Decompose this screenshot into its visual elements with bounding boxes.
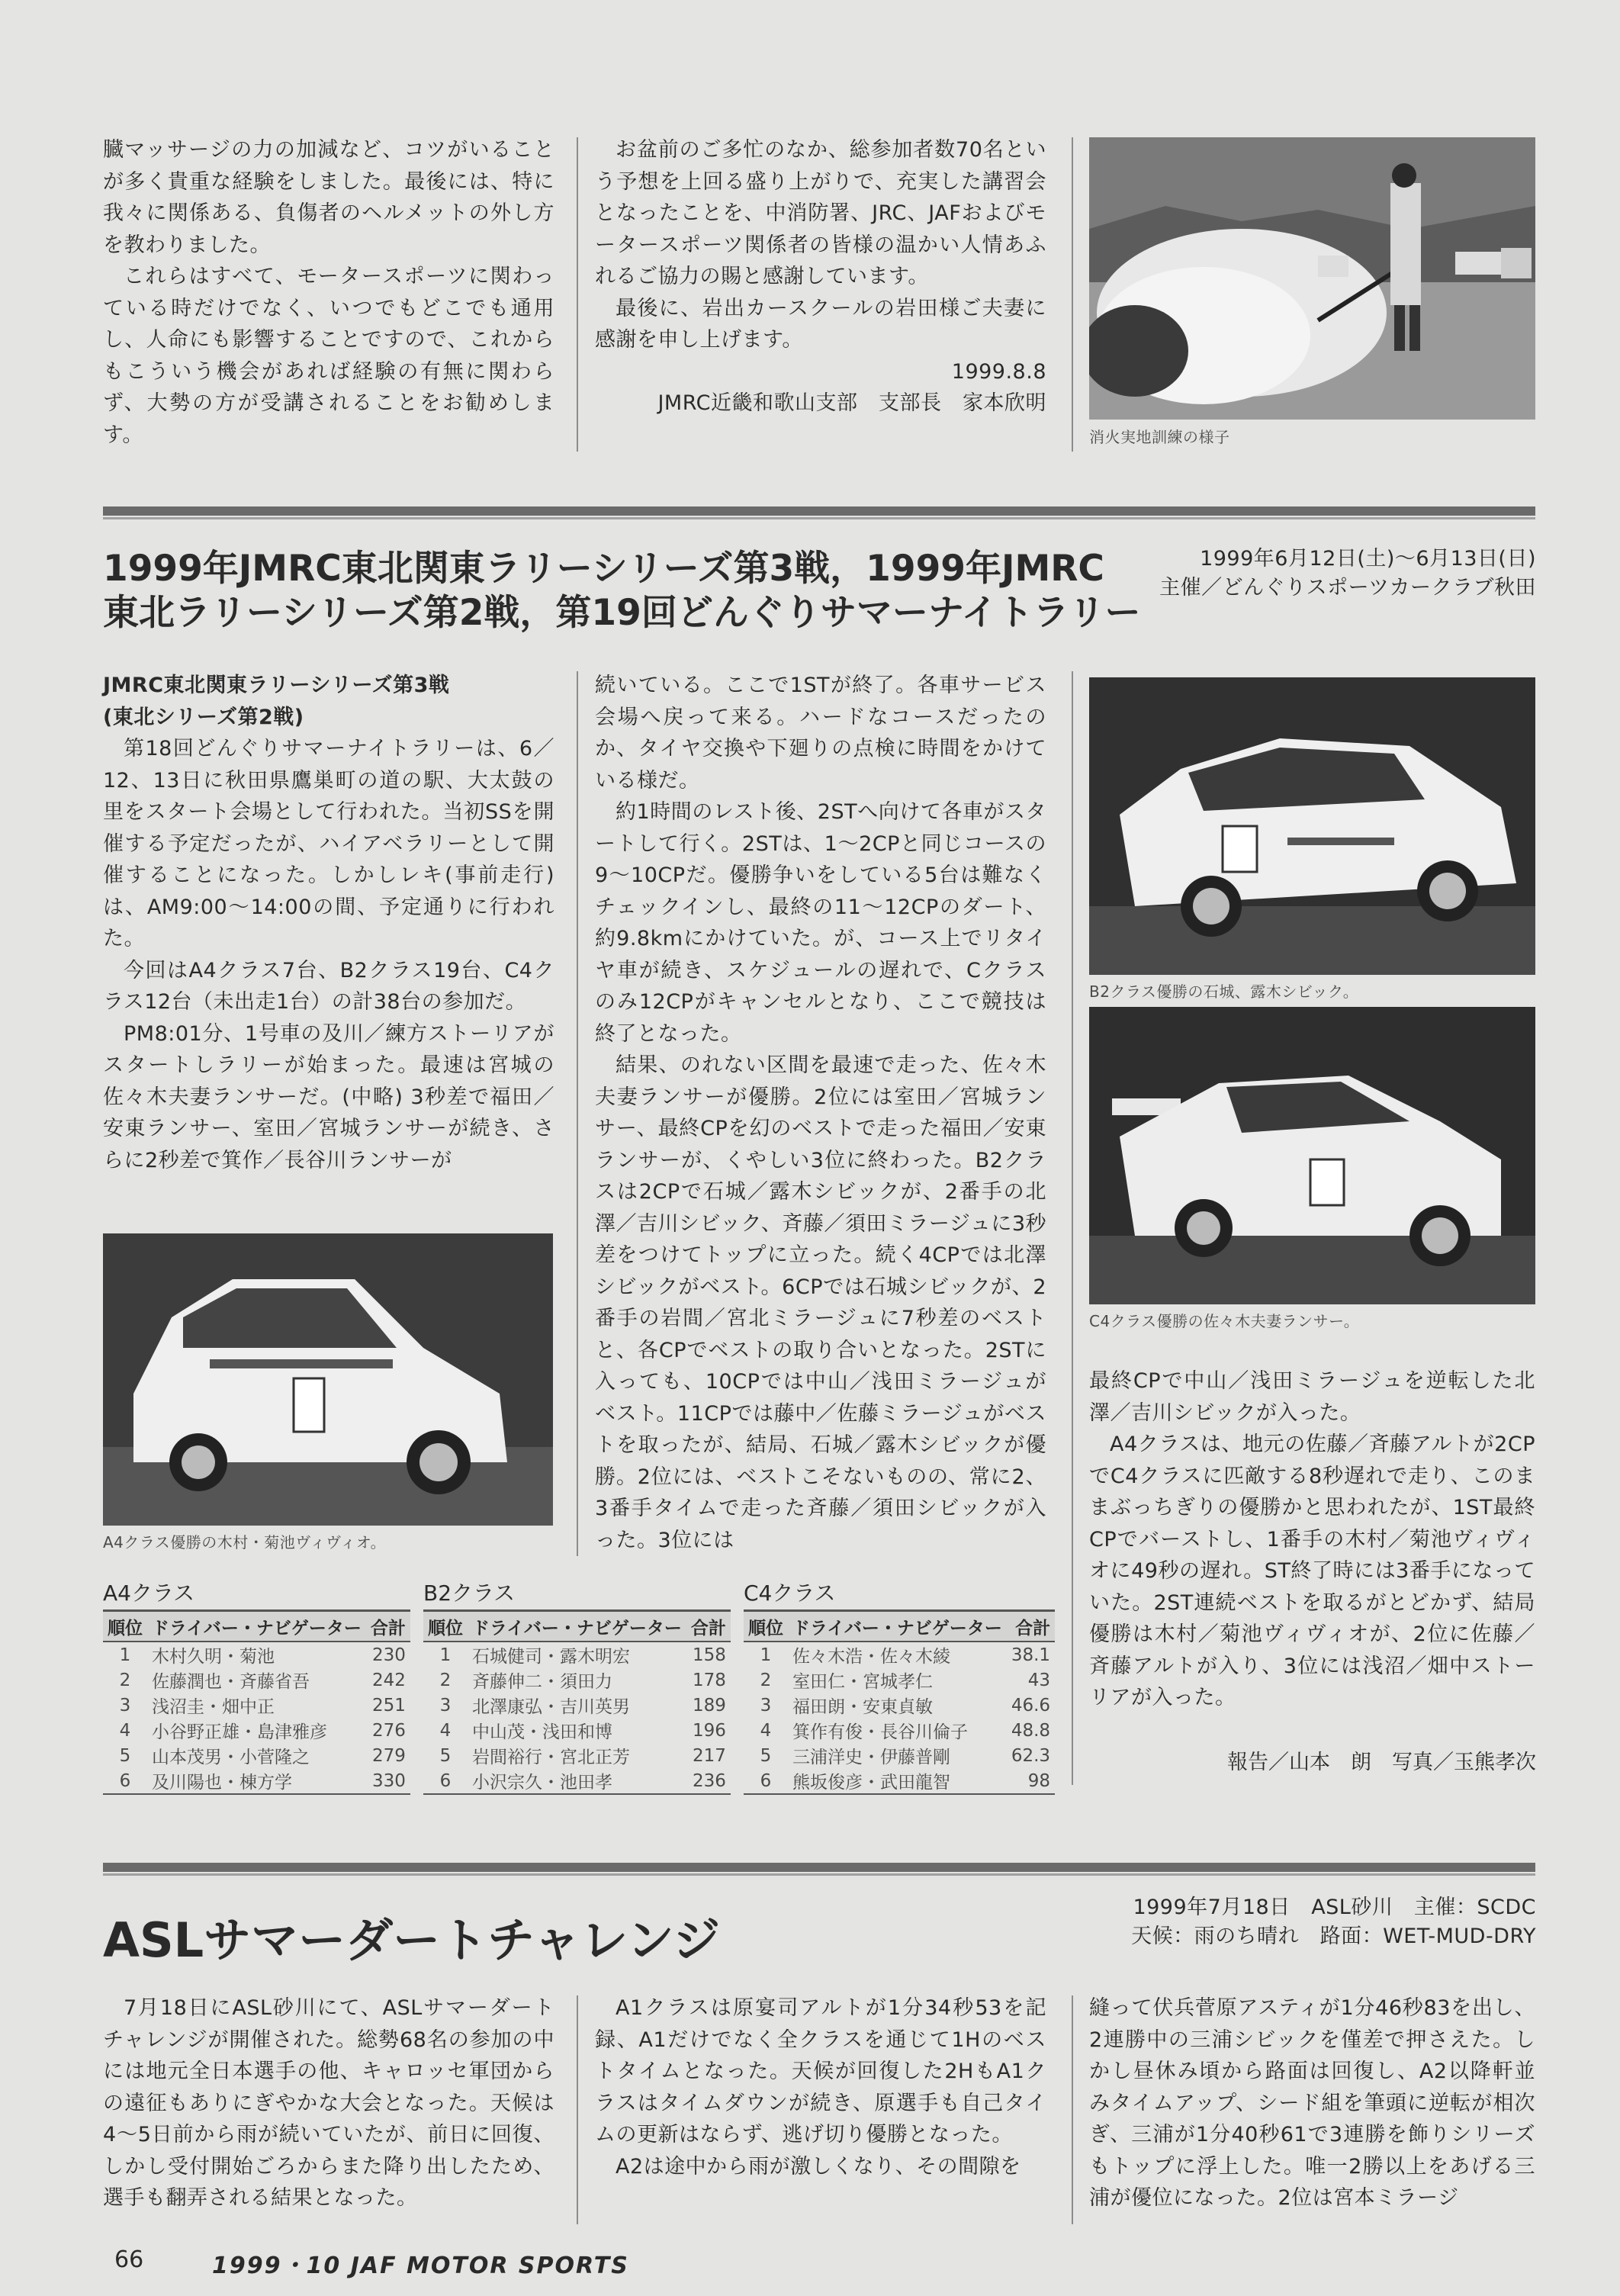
rank: 2: [119, 1670, 131, 1690]
total: 48.8: [1011, 1720, 1051, 1741]
top-col1: [103, 134, 554, 451]
crew: 斉藤伸二・須田力: [472, 1672, 612, 1692]
subheading: JMRC東北関東ラリーシリーズ第3戦: [103, 674, 450, 697]
table-title: A4クラス: [103, 1581, 195, 1606]
total: 62.3: [1011, 1745, 1051, 1766]
total: 46.6: [1011, 1695, 1051, 1716]
paragraph: 続いている。ここで1STが終了。各車サービス会場へ戻って来る。ハードなコースだったのか、タイヤ交換や下廻りの点検に時間をかけている様だ。: [595, 674, 1046, 793]
column-divider: [1072, 137, 1073, 452]
table-row: [744, 1693, 1055, 1718]
results-table-b2: [423, 1609, 731, 1795]
results-table-c4: [744, 1609, 1055, 1795]
section-divider: [103, 506, 1535, 516]
rank: 5: [439, 1745, 452, 1766]
paragraph: 最後に、岩出カースクールの岩田様ご夫妻に感謝を申し上げます。: [595, 296, 1046, 352]
table-row: [423, 1718, 731, 1743]
rank: 1: [439, 1645, 452, 1665]
col-header-driver: ドライバー・ナビゲーター: [147, 1611, 366, 1642]
paragraph: A2は途中から雨が激しくなり、その間隙を: [616, 2154, 1021, 2179]
total: 189: [692, 1695, 726, 1716]
paragraph: これらはすべて、モータースポーツに関わっている時だけでなく、いつでもどこでも通用し、人命にも影響することですので、これからもこういう機会があれば経験の有無に関わらず、大勢の方が受講されることをお勧めします。: [103, 265, 554, 447]
b2-winner-photo: [1089, 677, 1535, 975]
rank: 1: [760, 1645, 772, 1665]
column-divider: [577, 1995, 578, 2224]
rank: 4: [439, 1720, 452, 1741]
paragraph: 結果、のれない区間を最速で走った、佐々木夫妻ランサーが優勝。2位には室田／宮城ランサー、最終CPを幻のベストで走った福田／安東ランサーが、くやしい3位に終わった。B2クラスは2CPで石城／露木シビックが、2番手の北澤／吉川シビック、斉藤／須田ミラージュに3秒差をつけてトップに立った。続く4CPでは北澤シビックがベスト。6CPでは石城シビックが、2番手の岩間／宮北ミラージュに7秒差のベストと、各CPでベストの取り合いとなった。2STに入っても、10CPでは中山／浅田ミラージュがベスト。11CPでは藤中／佐藤ミラージュがベストを取ったが、結局、石城／露木シビックが優勝。2位には、ベストこそないものの、常に2、3番手タイムで走った斉藤／須田シビックが入った。3位には: [595, 1053, 1046, 1552]
table-row: [103, 1642, 410, 1667]
rank: 2: [439, 1670, 452, 1690]
paragraph: 縫って伏兵菅原アスティが1分46秒83を出し、2連勝中の三浦シビックを僅差で押さえた。しかし昼休み頃から路面は回復し、A2以降軒並みタイムアップ、シード組を筆頭に逆転が相次ぎ、三浦が1分40秒61で3連勝を飾りシリーズもトップに浮上した。唯一2勝以上をあげる三浦が優位になった。2位は宮本ミラージ: [1089, 1996, 1535, 2210]
total: 196: [692, 1720, 726, 1741]
total: 330: [366, 1768, 410, 1794]
crew: 石城健司・露木明宏: [472, 1647, 630, 1667]
photo-caption: C4クラス優勝の佐々木夫妻ランサー。: [1089, 1312, 1360, 1330]
rank: 5: [760, 1745, 772, 1766]
table-row: [103, 1667, 410, 1693]
asl-col2: [595, 1992, 1046, 2182]
rally-meta: [1159, 545, 1536, 603]
rally-col3: [1089, 1365, 1535, 1714]
crew: 及川陽也・棟方学: [147, 1768, 366, 1794]
fire-drill-photo: [1089, 137, 1535, 420]
total: 279: [371, 1745, 406, 1766]
section-divider: [103, 1863, 1535, 1872]
crew: 室田仁・宮城孝仁: [792, 1672, 933, 1692]
column-divider: [577, 137, 578, 452]
table-row: [744, 1718, 1055, 1743]
crew: 熊坂俊彦・武田龍智: [788, 1768, 1007, 1794]
total: 251: [371, 1695, 406, 1716]
paragraph: 臓マッサージの力の加減など、コツがいることが多く貴重な経験をしました。最後には、特に我々に関係ある、負傷者のヘルメットの外し方を教わりました。: [103, 138, 554, 257]
rank: 6: [423, 1768, 468, 1794]
rank: 4: [760, 1720, 772, 1741]
table-row: [744, 1642, 1055, 1667]
a4-winner-photo: [103, 1233, 553, 1526]
crew: 浅沼圭・畑中正: [152, 1697, 275, 1717]
table-title: C4クラス: [744, 1581, 836, 1606]
table-row: [423, 1667, 731, 1693]
total: 242: [371, 1670, 406, 1690]
paragraph: お盆前のご多忙のなか、総参加者数70名という予想を上回る盛り上がりで、充実した講習会となったことを、中消防署、JRC、JAFおよびモータースポーツ関係者の皆様の温かい人情あふれるご協力の賜と感謝しています。: [595, 138, 1046, 288]
event-date: 1999年6月12日(土)〜6月13日(日): [1200, 547, 1536, 571]
col-header-rank: 順位: [423, 1611, 468, 1642]
col-header-total: 合計: [1007, 1611, 1055, 1642]
crew: 佐藤潤也・斉藤省吾: [152, 1672, 310, 1692]
weather-surface: 天候：雨のち晴れ 路面：WET-MUD-DRY: [1131, 1925, 1536, 1948]
table-row: [103, 1718, 410, 1743]
rally-title-line2: 東北ラリーシリーズ第2戦，第19回どんぐりサマーナイトラリー: [103, 592, 1141, 634]
subheading: (東北シリーズ第2戦): [103, 705, 304, 729]
crew: 小谷野正雄・島津雅彦: [152, 1722, 327, 1742]
crew: 佐々木浩・佐々木綾: [792, 1647, 950, 1667]
page-number: 66: [114, 2246, 144, 2273]
paragraph: 第18回どんぐりサマーナイトラリーは、6／12、13日に秋田県鷹巣町の道の駅、大太鼓の里をスタート会場として行われた。当初SSを開催する予定だったが、ハイアベラリーとして開催することになった。しかしレキ(事前走行)は、AM9:00〜14:00の間、予定通りに行われた。: [103, 737, 554, 950]
magazine-name: 1999・10 JAF MOTOR SPORTS: [212, 2253, 629, 2279]
photo-caption: 消火実地訓練の様子: [1089, 428, 1230, 446]
rank: 5: [119, 1745, 131, 1766]
paragraph: A4クラスは、地元の佐藤／斉藤アルトが2CPでC4クラスに匹敵する8秒遅れで走り、このままぶっちぎりの優勝かと思われたが、1ST最終CPでバーストし、1番手の木村／菊池ヴィヴィオに49秒の遅れ。ST終了時には3番手になっていた。2ST連続ベストを取るがとどかず、結局優勝は木村／菊池ヴィヴィオが、2位に佐藤／斉藤アルトが入り、3位には浅沼／畑中ストーリアが入った。: [1089, 1433, 1535, 1709]
asl-col1: [103, 1992, 554, 2214]
paragraph: PM8:01分、1号車の及川／練方ストーリアがスタートしラリーが始まった。最速は宮城の佐々木夫妻ランサーだ。(中略) 3秒差で福田／安東ランサー、室田／宮城ランサーが続き、さらに2秒差で箕作／長谷川ランサーが: [103, 1021, 554, 1172]
table-row: [423, 1743, 731, 1768]
rank: 6: [744, 1768, 788, 1794]
col-header-total: 合計: [686, 1611, 731, 1642]
rank: 3: [119, 1695, 131, 1716]
total: 178: [692, 1670, 726, 1690]
rank: 6: [103, 1768, 147, 1794]
rally-col2: [595, 670, 1046, 1556]
paragraph: 7月18日にASL砂川にて、ASLサマーダートチャレンジが開催された。総勢68名の参加の中には地元全日本選手の他、キャロッセ軍団からの遠征もありにぎやかな大会となった。天候は4〜5日前から雨が続いていたが、前日に回復、しかし受付開始ごろからまた降り出したため、選手も翻弄される結果となった。: [103, 1996, 554, 2210]
total: 276: [371, 1720, 406, 1741]
total: 38.1: [1011, 1645, 1051, 1665]
crew: 山本茂男・小菅隆之: [152, 1748, 310, 1767]
date: 1999.8.8: [951, 359, 1046, 384]
asl-meta: [1131, 1893, 1536, 1951]
col-header-driver: ドライバー・ナビゲーター: [468, 1611, 686, 1642]
table-row: [103, 1743, 410, 1768]
asl-col3: [1089, 1992, 1535, 2214]
crew: 三浦洋史・伊藤普剛: [792, 1748, 950, 1767]
total: 98: [1007, 1768, 1055, 1794]
table-row: [744, 1768, 1055, 1794]
c4-winner-photo: [1089, 1007, 1535, 1304]
rally-title-line1: 1999年JMRC東北関東ラリーシリーズ第3戦，1999年JMRC: [103, 548, 1104, 590]
photo-caption: B2クラス優勝の石城、露木シビック。: [1089, 982, 1359, 1001]
table-header-row: [744, 1611, 1055, 1642]
crew: 北澤康弘・吉川英男: [472, 1697, 630, 1717]
asl-title: ASLサマーダートチャレンジ: [103, 1912, 721, 1968]
column-divider: [1072, 671, 1073, 1785]
total: 158: [692, 1645, 726, 1665]
organizer: 主催／どんぐりスポーツカークラブ秋田: [1159, 576, 1536, 600]
results-table-a4: [103, 1609, 410, 1795]
rank: 2: [760, 1670, 772, 1690]
rank: 3: [760, 1695, 772, 1716]
event-date-venue: 1999年7月18日 ASL砂川 主催：SCDC: [1133, 1896, 1536, 1919]
rank: 1: [119, 1645, 131, 1665]
paragraph: 約1時間のレスト後、2STへ向けて各車がスタートして行く。2STは、1〜2CPと同じコースの9〜10CPだ。優勝争いをしている5台は難なくチェックインし、最終の11〜12CPのダート、約9.8kmにかけていた。が、コース上でリタイヤ車が続き、スケジュールの遅れで、Cクラスのみ12CPがキャンセルとなり、ここで競技は終了となった。: [595, 800, 1046, 1046]
credit: 報告／山本 朗 写真／玉熊孝次: [1227, 1751, 1536, 1774]
crew: 小沢宗久・池田孝: [468, 1768, 686, 1794]
total: 230: [371, 1645, 406, 1665]
col-header-rank: 順位: [744, 1611, 788, 1642]
crew: 岩間裕行・宮北正芳: [472, 1748, 630, 1767]
crew: 木村久明・菊池: [152, 1647, 275, 1667]
column-divider: [1072, 1995, 1073, 2224]
col-header-driver: ドライバー・ナビゲーター: [788, 1611, 1007, 1642]
table-title: B2クラス: [423, 1581, 516, 1606]
author: JMRC近畿和歌山支部 支部長 家本欣明: [657, 391, 1046, 415]
crew: 福田朗・安東貞敏: [792, 1697, 933, 1717]
table-row: [423, 1642, 731, 1667]
table-row: [744, 1667, 1055, 1693]
total: 43: [1027, 1670, 1051, 1690]
crew: 中山茂・浅田和博: [472, 1722, 612, 1742]
table-row: [744, 1743, 1055, 1768]
table-header-row: [103, 1611, 410, 1642]
column-divider: [577, 671, 578, 1556]
paragraph: 今回はA4クラス7台、B2クラス19台、C4クラス12台（未出走1台）の計38台の参加だ。: [103, 958, 554, 1014]
paragraph: A1クラスは原宴司アルトが1分34秒53を記録、A1だけでなく全クラスを通じて1Hのベストタイムとなった。天候が回復した2HもA1クラスはタイムダウンが続き、原選手も自己タイムの更新はならず、逃げ切り優勝となった。: [595, 1996, 1046, 2146]
total: 236: [686, 1768, 731, 1794]
table-header-row: [423, 1611, 731, 1642]
paragraph: 最終CPで中山／浅田ミラージュを逆転した北澤／吉川シビックが入った。: [1089, 1369, 1535, 1425]
crew: 箕作有俊・長谷川倫子: [792, 1722, 968, 1742]
top-col2: [595, 134, 1046, 420]
table-row: [423, 1768, 731, 1794]
table-row: [103, 1693, 410, 1718]
rank: 4: [119, 1720, 131, 1741]
table-row: [423, 1693, 731, 1718]
photo-caption: A4クラス優勝の木村・菊池ヴィヴィオ。: [103, 1533, 387, 1552]
col-header-rank: 順位: [103, 1611, 147, 1642]
rank: 3: [439, 1695, 452, 1716]
total: 217: [692, 1745, 726, 1766]
col-header-total: 合計: [366, 1611, 410, 1642]
table-row: [103, 1768, 410, 1794]
rally-col1: [103, 670, 554, 1176]
